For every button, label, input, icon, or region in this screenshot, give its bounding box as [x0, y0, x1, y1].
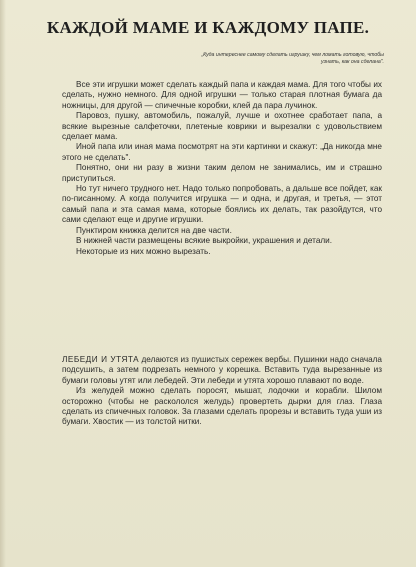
acorns-paragraph: Из желудей можно сделать поросят, мышат, лодочки и корабли. Шилом осторожно (чтобы не раскололся желудь) провертеть дырки для глаз. Глаза сделать из спичечных головок. За глазами сделать прорезы и вставить туда уши из бумаги. Хвостик — из толстой нитки.	[62, 386, 382, 427]
intro-paragraph: В нижней части размещены всякие выкройки, украшения и детали.	[76, 236, 332, 246]
intro-paragraph: Все эти игрушки может сделать каждый папа и каждая мама. Для того чтобы их сделать, нужно немного. Для одной игрушки — только старая плотная бумага да ножницы, для другой — спичечные коробки, клей да пара лучинок.	[62, 80, 382, 110]
swans-heading: ЛЕБЕДИ И УТЯТА	[62, 355, 140, 364]
intro-paragraph: Паровоз, пушку, автомобиль, пожалуй, лучше и охотнее сработает папа, а всякие вырезные салфеточки, плетеные коврики и вырезалки с удовольствием сделает мама.	[62, 111, 382, 142]
intro-paragraph: Пунктиром книжка делится на две части.	[76, 225, 232, 235]
epigraph-quote: „Куда интереснее самому сделать игрушку, чем ломать готовую, чтобы узнать, как она сделана".	[201, 52, 384, 65]
intro-paragraph: Понятно, они ни разу в жизни таким делом не занимались, им и страшно приступиться.	[62, 163, 382, 183]
intro-paragraph: Иной папа или иная мама посмотрят на эти картинки и скажут: „Да никогда мне этого не сделать".	[62, 142, 382, 162]
page-edge-shadow	[0, 0, 6, 567]
instructions-section	[62, 355, 382, 428]
page-title: КАЖДОЙ МАМЕ И КАЖДОМУ ПАПЕ.	[46, 18, 370, 37]
intro-section	[62, 80, 382, 257]
intro-paragraph: Но тут ничего трудного нет. Надо только попробовать, а дальше все пойдет, как по-писанному. А когда получится игрушка — и одна, и другая, и третья, — этот самый папа и эта самая мама, которые боялись их делать, так разойдутся, что сами сделают еще и другие игрушки.	[62, 184, 382, 225]
swans-paragraph	[62, 355, 382, 386]
intro-paragraph: Некоторые из них можно вырезать.	[76, 246, 211, 256]
swans-text: делаются из пушистых сережек вербы. Пушинки надо сначала подсушить, а затем подрезать немного у корешка. Вставить туда вырезанные из бумаги головы утят или лебедей. Эти лебеди и утята хорошо плавают по воде.	[62, 355, 382, 385]
